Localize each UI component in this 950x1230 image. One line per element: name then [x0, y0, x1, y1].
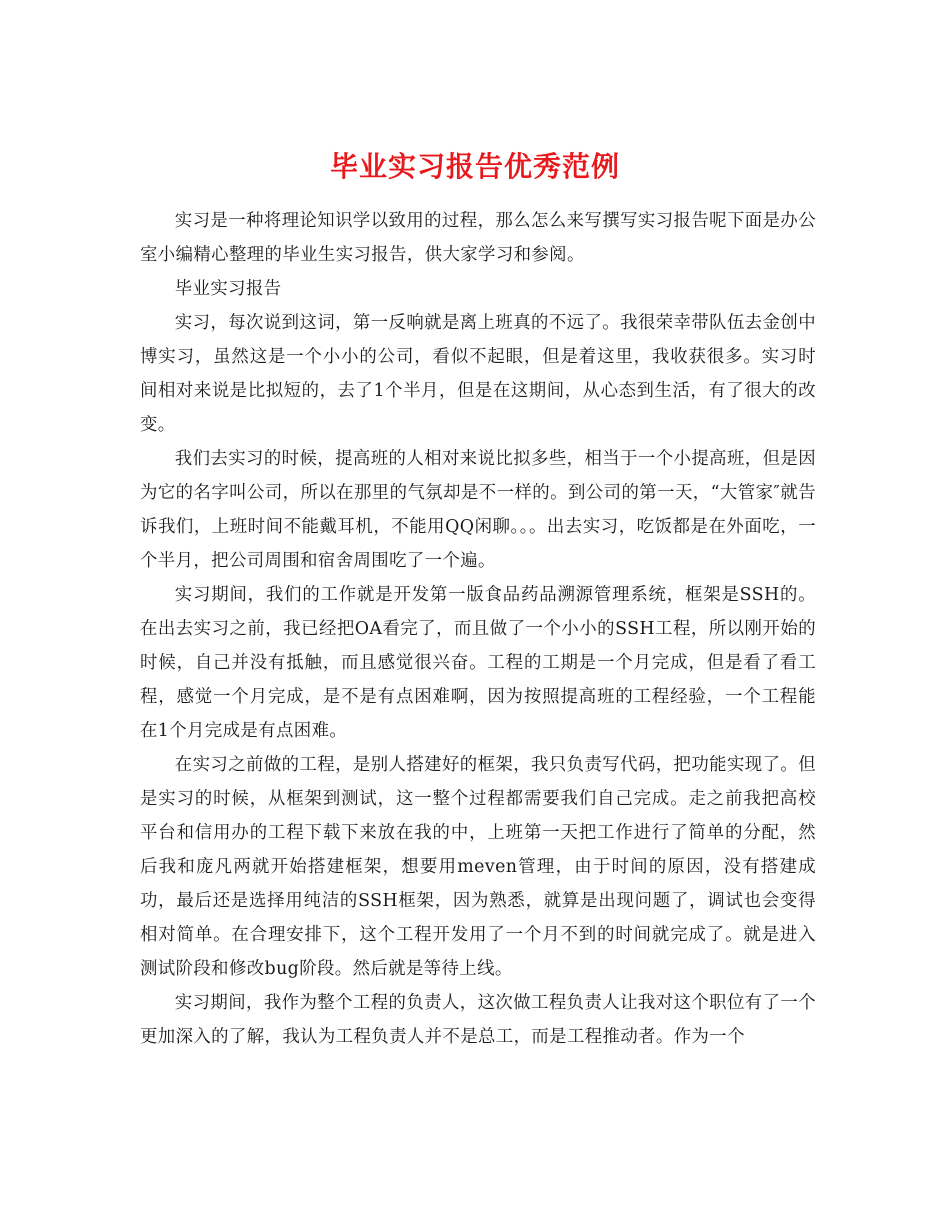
paragraph: 实习期间，我作为整个工程的负责人，这次做工程负责人让我对这个职位有了一个更加深入的了解，我认为工程负责人并不是总工，而是工程推动者。作为一个 [140, 993, 816, 1047]
document-title: 毕业实习报告优秀范例 [329, 149, 620, 183]
document-body [140, 204, 816, 1054]
paragraph: 实习期间，我们的工作就是开发第一版食品药品溯源管理系统，框架是SSH的。在出去实习之前，我已经把OA看完了，而且做了一个小小的SSH工程，所以刚开始的时候，自己并没有抵触，而且感觉很兴奋。工程的工期是一个月完成，但是看了看工程，感觉一个月完成，是不是有点困难啊，因为按照提高班的工程经验，一个工程能在1个月完成是有点困难。 [140, 585, 816, 741]
paragraph: 我们去实习的时候，提高班的人相对来说比拟多些，相当于一个小提高班，但是因为它的名字叫公司，所以在那里的气氛却是不一样的。到公司的第一天，“大管家″就告诉我们，上班时间不能戴耳机，不能用QQ闲聊。。。出去实习，吃饭都是在外面吃，一个半月，把公司周围和宿舍周围吃了一个遍。 [140, 449, 816, 571]
paragraph-intro: 实习是一种将理论知识学以致用的过程，那么怎么来写撰写实习报告呢下面是办公室小编精心整理的毕业生实习报告，供大家学习和参阅。 [140, 211, 816, 265]
section-heading: 毕业实习报告 [174, 279, 282, 299]
paragraph: 在实习之前做的工程，是别人搭建好的框架，我只负责写代码，把功能实现了。但是实习的时候，从框架到测试，这一整个过程都需要我们自己完成。走之前我把高校平台和信用办的工程下载下来放在我的中，上班第一天把工作进行了简单的分配，然后我和庞凡两就开始搭建框架，想要用meven管理，由于时间的原因，没有搭建成功，最后还是选择用纯洁的SSH框架，因为熟悉，就算是出现问题了，调试也会变得相对简单。在合理安排下，这个工程开发用了一个月不到的时间就完成了。就是进入测试阶段和修改bug阶段。然后就是等待上线。 [140, 755, 816, 979]
paragraph: 实习，每次说到这词，第一反响就是离上班真的不远了。我很荣幸带队伍去金创中博实习，虽然这是一个小小的公司，看似不起眼，但是着这里，我收获很多。实习时间相对来说是比拟短的，去了1个半月，但是在这期间，从心态到生活，有了很大的改变。 [140, 313, 816, 435]
